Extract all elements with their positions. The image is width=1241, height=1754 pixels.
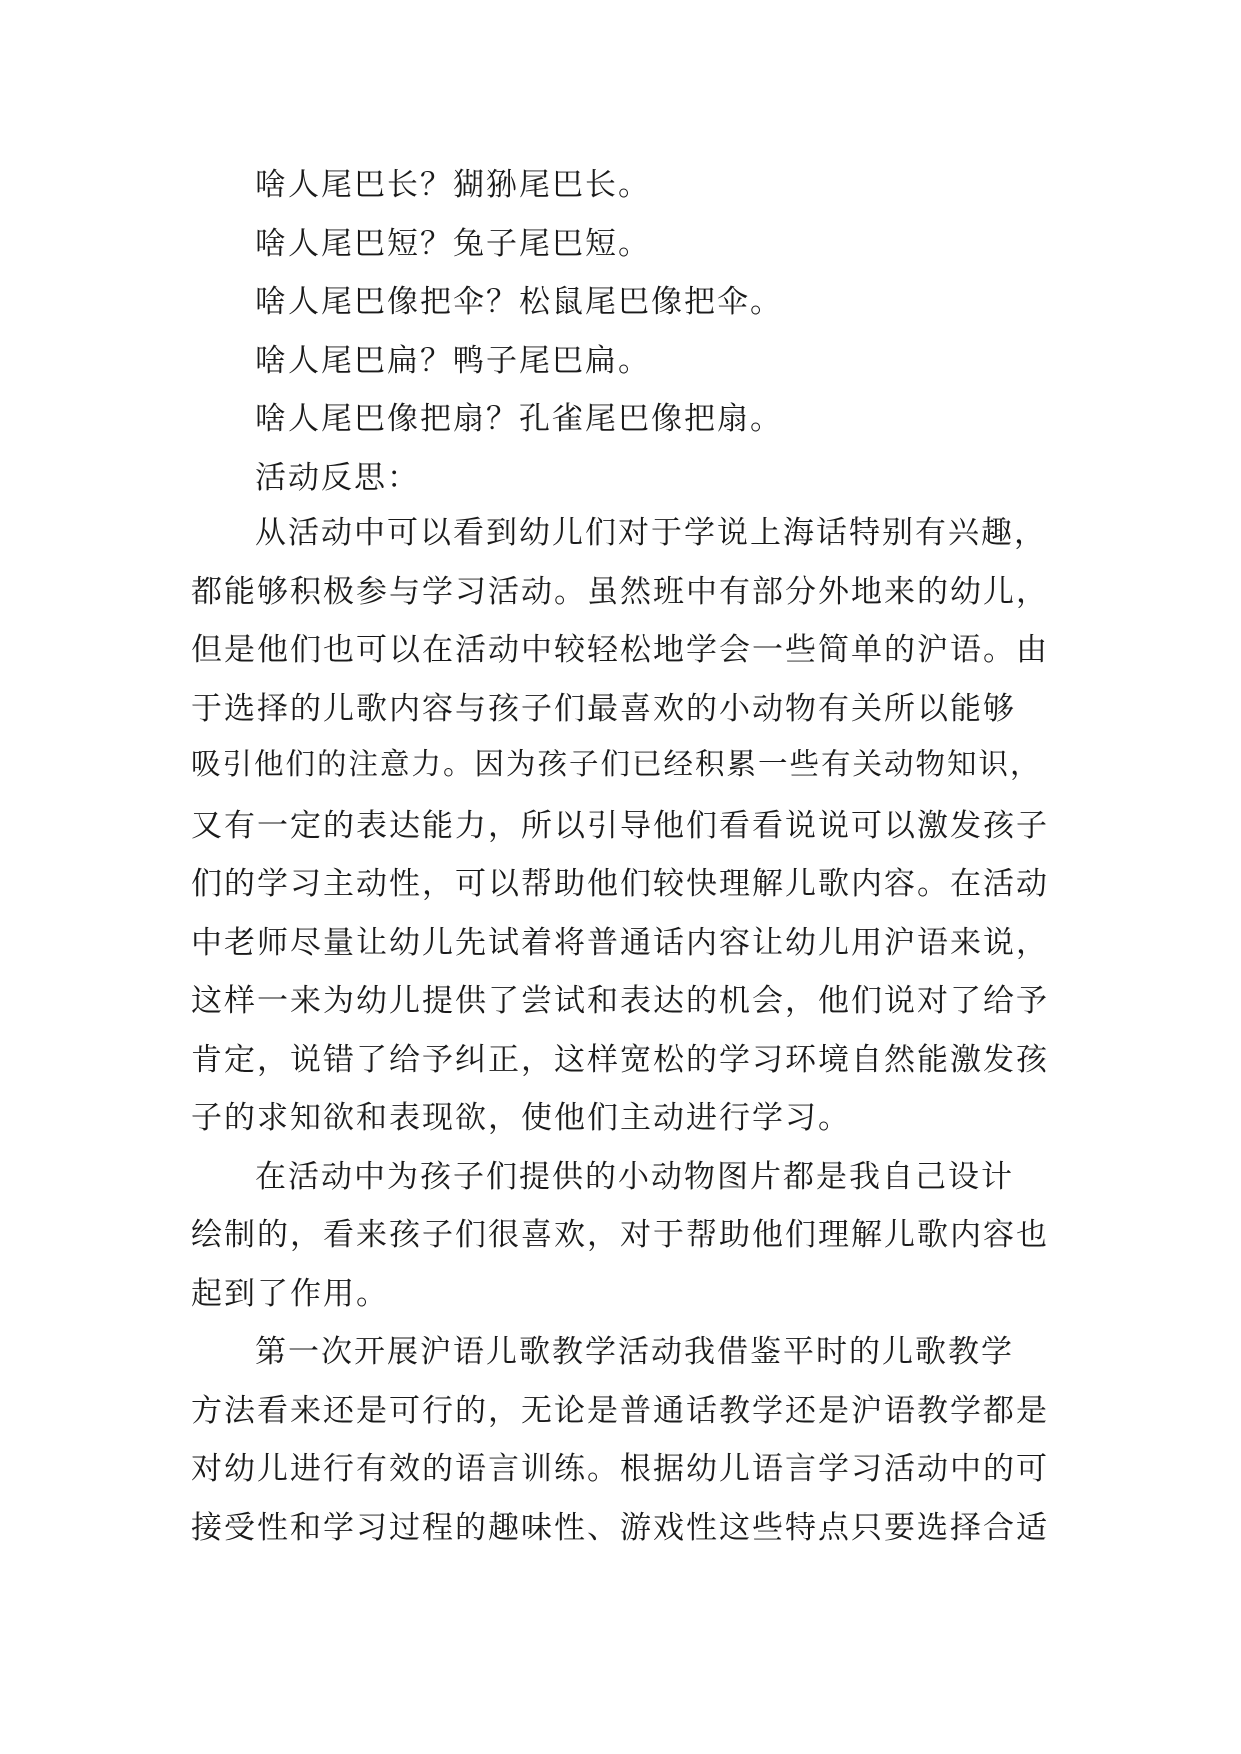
paragraph-line: 又有一定的表达能力，所以引导他们看看说说可以激发孩子 xyxy=(191,807,1049,844)
paragraph-line: 第一次开展沪语儿歌教学活动我借鉴平时的儿歌教学 xyxy=(255,1334,1014,1370)
paragraph-line: 肯定，说错了给予纠正，这样宽松的学习环境自然能激发孩 xyxy=(191,1041,1049,1078)
nursery-rhyme xyxy=(191,156,1051,449)
paragraph-line: 都能够积极参与学习活动。虽然班中有部分外地来的幼儿， xyxy=(191,573,1049,610)
paragraph-line: 子的求知欲和表现欲，使他们主动进行学习。 xyxy=(191,1100,851,1136)
reflection-heading: 活动反思： xyxy=(255,459,420,496)
rhyme-line: 啥人尾巴扁？鸭子尾巴扁。 xyxy=(255,342,651,379)
reflection-paragraph xyxy=(191,1151,1051,1327)
paragraph-line: 于选择的儿歌内容与孩子们最喜欢的小动物有关所以能够 xyxy=(191,690,1016,727)
paragraph-line: 们的学习主动性，可以帮助他们较快理解儿歌内容。在活动 xyxy=(191,866,1049,902)
paragraph-line: 从活动中可以看到幼儿们对于学说上海话特别有兴趣， xyxy=(255,515,1047,551)
rhyme-line: 啥人尾巴像把扇？孔雀尾巴像把扇。 xyxy=(255,401,783,437)
reflection-paragraph xyxy=(191,1326,1051,1560)
paragraph-line: 对幼儿进行有效的语言训练。根据幼儿语言学习活动中的可 xyxy=(191,1451,1049,1487)
paragraph-line: 接受性和学习过程的趣味性、游戏性这些特点只要选择合适 xyxy=(191,1509,1049,1546)
rhyme-line: 啥人尾巴长？猢狲尾巴长。 xyxy=(255,167,651,203)
page-content xyxy=(191,156,1051,1560)
paragraph-line: 但是他们也可以在活动中较轻松地学会一些简单的沪语。由 xyxy=(191,632,1049,668)
paragraph-line: 吸引他们的注意力。因为孩子们已经积累一些有关动物知识， xyxy=(191,747,1042,781)
paragraph-line: 中老师尽量让幼儿先试着将普通话内容让幼儿用沪语来说， xyxy=(191,924,1049,961)
rhyme-line: 啥人尾巴像把伞？松鼠尾巴像把伞。 xyxy=(255,284,783,320)
paragraph-line: 绘制的，看来孩子们很喜欢，对于帮助他们理解儿歌内容也 xyxy=(191,1217,1049,1253)
paragraph-line: 方法看来还是可行的，无论是普通话教学还是沪语教学都是 xyxy=(191,1392,1049,1429)
paragraph-line: 起到了作用。 xyxy=(191,1275,389,1312)
paragraph-line: 在活动中为孩子们提供的小动物图片都是我自己设计 xyxy=(255,1158,1014,1195)
reflection-paragraph xyxy=(191,507,1051,1151)
paragraph-line: 这样一来为幼儿提供了尝试和表达的机会，他们说对了给予 xyxy=(191,983,1049,1019)
rhyme-line: 啥人尾巴短？兔子尾巴短。 xyxy=(255,225,651,262)
